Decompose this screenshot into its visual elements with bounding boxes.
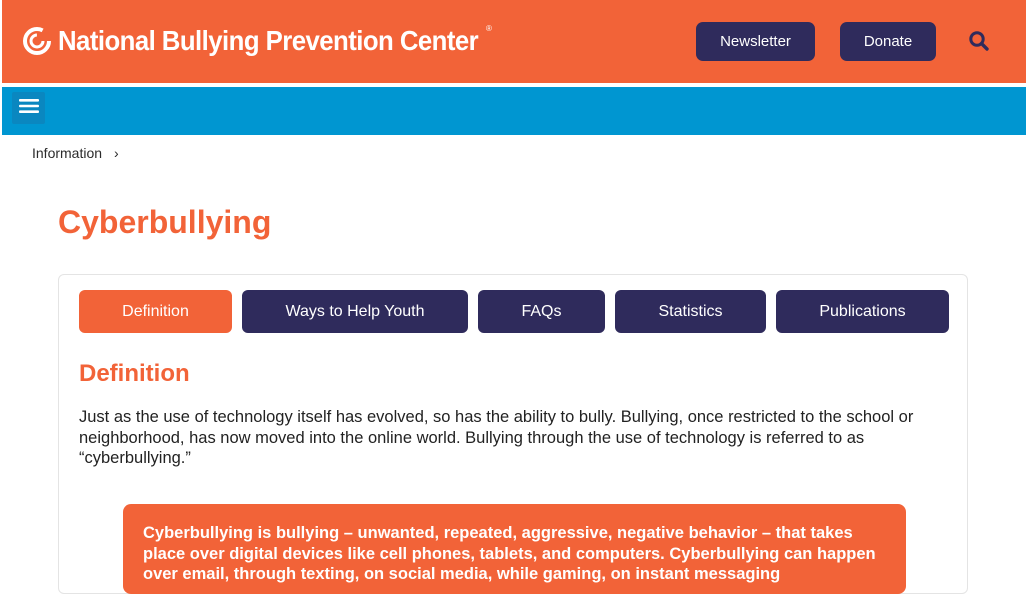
page-title: Cyberbullying	[58, 204, 272, 240]
section-title: Definition	[79, 360, 190, 387]
tab-ways-to-help-youth[interactable]: Ways to Help Youth	[242, 290, 468, 333]
site-logo[interactable]	[22, 22, 515, 60]
search-icon[interactable]	[968, 30, 990, 52]
breadcrumb	[32, 145, 119, 161]
menu-toggle-button[interactable]	[12, 92, 45, 124]
breadcrumb-separator: ›	[114, 145, 119, 161]
main-navigation-bar	[2, 87, 1026, 135]
donate-button[interactable]: Donate	[840, 22, 936, 61]
tab-definition[interactable]: Definition	[79, 290, 232, 333]
logo-text: National Bullying Prevention Center	[58, 25, 479, 56]
tab-faqs[interactable]: FAQs	[478, 290, 605, 333]
definition-callout: Cyberbullying is bullying – unwanted, repeated, aggressive, negative behavior – that takes place over digital devices like cell phones, tablets, and computers. Cyberbullying can happen over email, through texting, on social media, while gaming, on instant messaging	[123, 504, 906, 594]
logo-swirl-icon	[22, 26, 52, 56]
logo-registered-mark: ®	[486, 24, 492, 33]
newsletter-button[interactable]: Newsletter	[696, 22, 815, 61]
tab-statistics[interactable]: Statistics	[615, 290, 766, 333]
hamburger-menu-icon	[19, 98, 39, 119]
tab-publications[interactable]: Publications	[776, 290, 949, 333]
breadcrumb-item-information[interactable]: Information	[32, 145, 103, 161]
definition-paragraph: Just as the use of technology itself has evolved, so has the ability to bully. Bullying, once restricted to the school or neighborhood, has now moved into the online world. Bullying through the use of technology is referred to as “cyberbullying.”	[79, 408, 914, 467]
